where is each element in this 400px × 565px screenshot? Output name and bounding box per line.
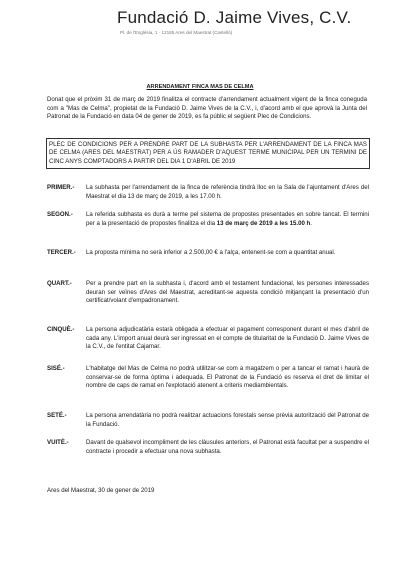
- clause-text: [86, 211, 369, 228]
- organization-name: Fundació D. Jaime Vives, C.V.: [117, 8, 352, 27]
- clause-tercer: [47, 249, 369, 258]
- clause-label: PRIMER.-: [47, 184, 75, 191]
- clause-text: La persona adjudicatària estarà obligada a efectuar el pagament corresponent durant el mes d'abril de cada any. L'import anual deurà ser ingressat en el compte de titularitat de la Fundació D. Jaime Vives de la C.V., de l'entitat Cajamar.: [86, 326, 369, 351]
- closing-date: Ares del Maestrat, 30 de gener de 2019: [47, 487, 155, 494]
- clause-cinque: [47, 326, 369, 352]
- clause-text: Davant de qualsevol incompliment de les clàusules anteriors, el Patronat està facultat per a suspendre el contracte i procedir a efectuar una nova subhasta.: [86, 439, 369, 455]
- clause-text: La proposta mínima no serà inferior a 2.500,00 € a l'alça, entenent-se com a quantitat anual.: [86, 249, 336, 256]
- conditions-box: PLEC DE CONDICIONS PER A PRENDRE PART DE LA SUBHASTA PER L'ARRENDAMENT DE LA FINCA MAS DE CELMA (ARES DEL MAESTRAT) PER A ÚS RAMADER D'AQUEST TERME MUNICIPAL PER UN TERMINI DE CINC ANYS COMPTADORS A PARTIR DEL DIA 1 D'ABRIL DE 2019: [46, 138, 370, 169]
- intro-paragraph: Donat que el pròxim 31 de març de 2019 finalitza el contracte d'arrendament actualment vigent de la finca coneguda com a "Mas de Celma", propietat de la Fundació D. Jaime Vives de la C.V., i, d'acord amb el que aprovà la Junta del Patronat de la Fundació en data 04 de gener de 2019, es fa públic el següent Plec de Condicions.: [47, 96, 367, 121]
- clause-primer: [47, 184, 369, 201]
- clause-text-part: .: [310, 219, 312, 227]
- clause-text: L'habitatge del Mas de Celma no podrà utilitzar-se com a magatzem o per a tancar el ramat i haurà de conservar-se de forma òptima i adequada. El Patronat de la Fundació es reserva el dret de limitar el nombre de caps de ramat en l'explotació atenent a criteris mediambientals.: [86, 365, 369, 390]
- clause-text: La persona arrendatària no podrà realitzar actuacions forestals sense prèvia autorització del Patronat de la Fundació.: [86, 412, 369, 428]
- clause-sete: [47, 412, 369, 429]
- clause-text: La subhasta per l'arrendament de la finca de referència tindrà lloc en la Sala de l'ajuntament d'Ares del Maestrat el dia 13 de març de 2019, a les 17.00 h.: [86, 184, 369, 200]
- clause-text: Per a prendre part en la subhasta i, d'acord amb el testament fundacional, les persones interessades deuran ser veïnes d'Ares del Maestrat, acreditant-se aquesta condició mitjançant la presentació d'un certificat/volant d'empadronament.: [86, 280, 369, 305]
- clause-deadline: 13 de març de 2019 a les 15.00 h: [216, 219, 311, 227]
- clause-label: SEGON.-: [47, 211, 73, 218]
- clause-sise: [47, 365, 369, 391]
- clause-quart: [47, 280, 369, 306]
- clause-segon: [47, 211, 369, 228]
- clause-vuite: [47, 439, 369, 456]
- clause-label: TERCER.-: [47, 249, 76, 256]
- clause-label: SETÉ.-: [47, 412, 67, 419]
- clause-label: CINQUÈ.-: [47, 326, 75, 333]
- clause-label: SISÉ.-: [47, 365, 65, 372]
- document-title: ARRENDAMENT FINCA MAS DE CELMA: [146, 84, 254, 90]
- clause-label: QUART.-: [47, 280, 72, 287]
- organization-address: Pl. de l'Església, 1 · 12165 Ares del Maestrat (Castelló): [120, 30, 233, 35]
- clause-text-part: La referida subhasta es durà a terme pel sistema de propostes presentades en sobre tancat. El termini per a la presentació de propostes finalitza el dia: [86, 211, 369, 227]
- clause-label: VUITÈ.-: [47, 439, 69, 446]
